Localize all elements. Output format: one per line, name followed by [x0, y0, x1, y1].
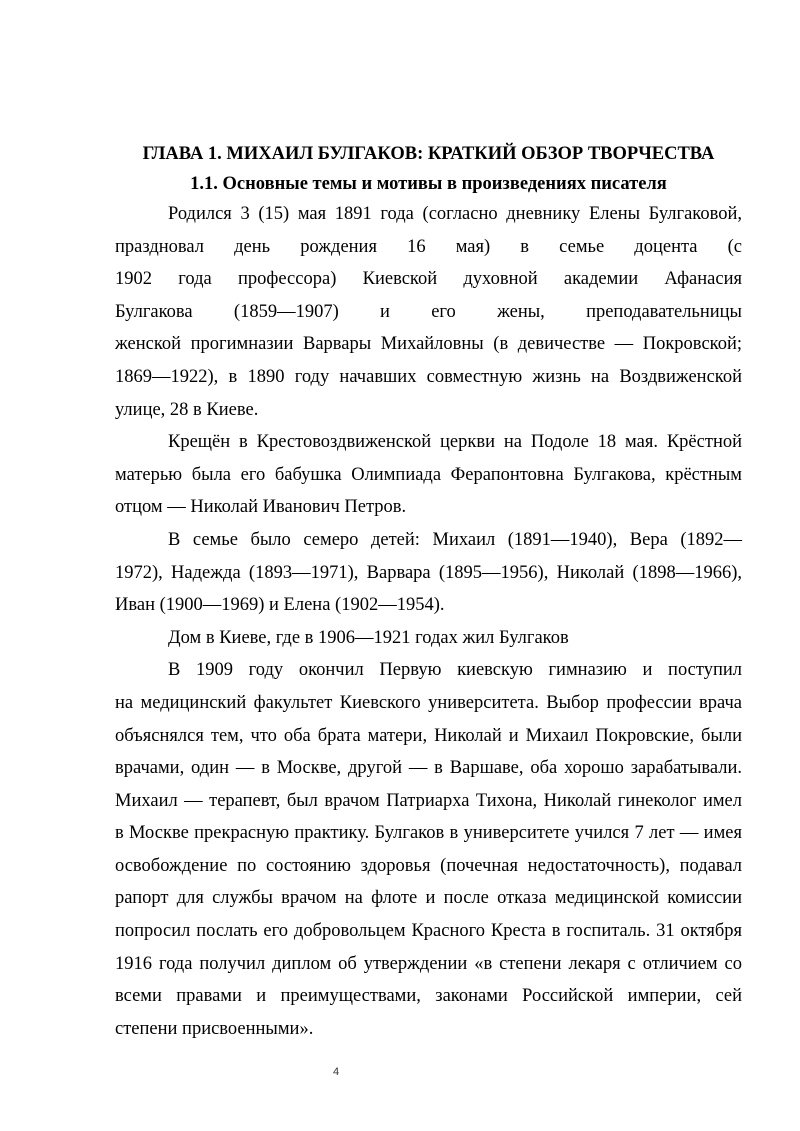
text-line: в Москве прекрасную практику. Булгаков в университете учился 7 лет — имея [115, 823, 742, 844]
section-title: 1.1. Основные темы и мотивы в произведениях писателя [190, 174, 667, 194]
paragraph [115, 524, 742, 622]
text-line: всеми правами и преимуществами, законами Российской империи, сей [115, 986, 742, 1007]
text-line: женской прогимназии Варвары Михайловны (в девичестве — Покровской; [115, 334, 742, 355]
text-line: освобождение по состоянию здоровья (почечная недостаточность), подавал [115, 855, 742, 876]
text-line: праздновал день рождения 16 мая) в семье доцента (с [115, 236, 742, 257]
text-line: попросил послать его добровольцем Красного Креста в госпиталь. 31 октября [115, 921, 742, 942]
paragraph [115, 198, 742, 426]
text-line: Булгакова (1859—1907) и его жены, преподавательницы [115, 301, 742, 322]
text-line: улице, 28 в Киеве. [115, 399, 259, 420]
text-line: врачами, один — в Москве, другой — в Варшаве, оба хорошо зарабатывали. [115, 758, 742, 779]
text-line: 1869—1922), в 1890 году начавших совместную жизнь на Воздвиженской [115, 366, 742, 387]
text-line: Иван (1900—1969) и Елена (1902—1954). [115, 595, 445, 616]
text-line: 1972), Надежда (1893—1971), Варвара (1895—1956), Николай (1898—1966), [115, 562, 742, 583]
page-number: 4 [332, 1066, 340, 1078]
text-line: В 1909 году окончил Первую киевскую гимназию и поступил [168, 660, 742, 681]
chapter-title: ГЛАВА 1. МИХАИЛ БУЛГАКОВ: КРАТКИЙ ОБЗОР ТВОРЧЕСТВА [142, 144, 715, 164]
text-line: матерью была его бабушка Олимпиада Ферапонтовна Булгакова, крёстным [115, 464, 742, 485]
paragraph [115, 654, 742, 1045]
text-line: Михаил — терапевт, был врачом Патриарха Тихона, Николай гинеколог имел [115, 790, 742, 811]
text-line: на медицинский факультет Киевского университета. Выбор профессии врача [115, 692, 742, 713]
text-line: 1902 года профессора) Киевской духовной академии Афанасия [115, 269, 742, 290]
paragraph [115, 426, 742, 524]
text-line: 1916 года получил диплом об утверждении «в степени лекаря с отличием со [115, 953, 742, 974]
text-line: Дом в Киеве, где в 1906—1921 годах жил Булгаков [168, 627, 569, 648]
body-text [115, 198, 742, 1045]
text-line: степени присвоенными». [115, 1018, 314, 1039]
text-line: Родился 3 (15) мая 1891 года (согласно дневнику Елены Булгаковой, [168, 204, 742, 224]
paragraph [115, 622, 742, 655]
text-line: объяснялся тем, что оба брата матери, Николай и Михаил Покровские, были [115, 725, 742, 746]
paragraph-container [115, 198, 742, 1045]
text-line: рапорт для службы врачом на флоте и после отказа медицинской комиссии [115, 888, 742, 909]
text-line: В семье было семеро детей: Михаил (1891—1940), Вера (1892— [168, 529, 742, 550]
text-line: Крещён в Крестовоздвиженской церкви на Подоле 18 мая. Крёстной [168, 432, 742, 453]
text-line: отцом — Николай Иванович Петров. [115, 497, 407, 518]
document-page [115, 142, 742, 1045]
